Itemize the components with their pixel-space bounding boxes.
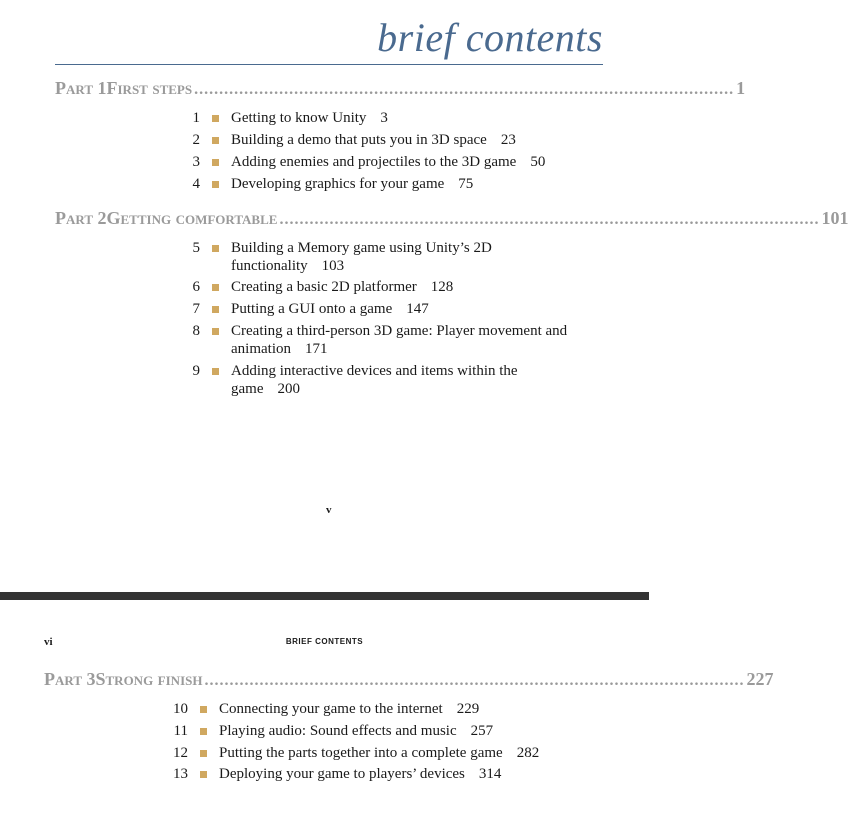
chapter-6 <box>180 278 601 296</box>
chapter-number: 1 <box>192 110 200 126</box>
chapter-number: 5 <box>192 240 200 256</box>
chapter-number: 8 <box>192 323 200 339</box>
chapter-number: 7 <box>192 301 200 317</box>
bullet-icon <box>212 115 219 122</box>
chapter-title: Developing graphics for your game 75 <box>231 176 474 192</box>
chapter-page: 128 <box>430 279 454 295</box>
chapter-title: Playing audio: Sound effects and music 257 <box>219 723 494 739</box>
chapter-9 <box>180 362 546 398</box>
chapter-page: 282 <box>516 745 540 761</box>
chapter-title: Adding enemies and projectiles to the 3D game 50 <box>231 154 546 170</box>
chapter-title: Adding interactive devices and items within the game 200 <box>231 363 518 397</box>
chapter-page: 50 <box>530 154 546 170</box>
chapter-number: 2 <box>192 132 200 148</box>
bullet-icon <box>200 771 207 778</box>
chapter-title: Deploying your game to players’ devices 314 <box>219 766 502 782</box>
chapter-5 <box>180 239 521 275</box>
leader-dots: ............................................................................................................ <box>194 81 735 98</box>
chapter-11 <box>168 722 589 740</box>
part-label: Part 1 <box>55 78 107 98</box>
chapter-page: 314 <box>478 766 502 782</box>
page-number: vi <box>44 636 53 648</box>
page-title: brief contents <box>377 15 603 60</box>
chapter-title: Creating a third-person 3D game: Player movement and animation 171 <box>231 323 568 357</box>
chapter-number: 4 <box>192 176 200 192</box>
part-1-heading <box>55 78 746 99</box>
part-title: Getting comfortable <box>106 208 278 228</box>
chapter-page: 103 <box>321 258 345 274</box>
part-page: 227 <box>746 669 774 689</box>
chapter-page: 171 <box>305 341 328 357</box>
bullet-icon <box>212 368 219 375</box>
chapter-title: Connecting your game to the internet 229 <box>219 701 480 717</box>
chapter-page: 229 <box>456 701 480 717</box>
bullet-icon <box>200 706 207 713</box>
chapter-title: Putting the parts together into a complete game 282 <box>219 745 540 761</box>
bullet-icon <box>200 728 207 735</box>
chapter-10 <box>168 700 589 718</box>
chapter-2 <box>180 131 601 149</box>
leader-dots: ............................................................................................................ <box>204 672 745 689</box>
bullet-icon <box>212 137 219 144</box>
chapter-8 <box>180 322 611 358</box>
bullet-icon <box>212 328 219 335</box>
bullet-icon <box>212 284 219 291</box>
chapter-7 <box>180 300 601 318</box>
part-label: Part 3 <box>44 669 96 689</box>
chapter-page: 75 <box>458 176 474 192</box>
page-break-band <box>0 592 649 600</box>
chapter-page: 200 <box>277 381 300 397</box>
chapter-number: 6 <box>192 279 200 295</box>
chapter-1 <box>180 109 601 127</box>
chapter-page: 23 <box>500 132 516 148</box>
chapter-title: Getting to know Unity 3 <box>231 110 388 126</box>
chapter-12 <box>168 744 589 762</box>
title-rule <box>55 64 603 65</box>
part-page: 1 <box>736 78 746 98</box>
bullet-icon <box>212 306 219 313</box>
chapter-4 <box>180 175 601 193</box>
chapter-number: 11 <box>173 723 188 739</box>
bullet-icon <box>200 750 207 757</box>
chapter-number: 3 <box>192 154 200 170</box>
leader-dots: ............................................................................................................ <box>279 211 820 228</box>
part-page: 101 <box>821 208 848 228</box>
chapter-number: 12 <box>173 745 188 761</box>
chapter-page: 3 <box>380 110 388 126</box>
chapter-3 <box>180 153 601 171</box>
part-3-heading <box>44 669 774 690</box>
chapter-title: Putting a GUI onto a game 147 <box>231 301 429 317</box>
part-title: First steps <box>106 78 193 98</box>
bullet-icon <box>212 245 219 252</box>
bullet-icon <box>212 181 219 188</box>
chapter-number: 13 <box>173 766 188 782</box>
page-number: v <box>326 504 332 516</box>
chapter-number: 9 <box>192 363 200 379</box>
bullet-icon <box>212 159 219 166</box>
chapter-page: 257 <box>470 723 494 739</box>
part-2-heading <box>55 208 848 229</box>
running-head: BRIEF CONTENTS <box>285 637 364 646</box>
chapter-title: Building a demo that puts you in 3D space 23 <box>231 132 516 148</box>
chapter-number: 10 <box>173 701 188 717</box>
part-label: Part 2 <box>55 208 107 228</box>
chapter-13 <box>168 765 589 783</box>
chapter-title: Building a Memory game using Unity’s 2D functionality 103 <box>231 240 492 274</box>
part-title: Strong finish <box>95 669 203 689</box>
chapter-title: Creating a basic 2D platformer 128 <box>231 279 454 295</box>
chapter-page: 147 <box>406 301 429 317</box>
